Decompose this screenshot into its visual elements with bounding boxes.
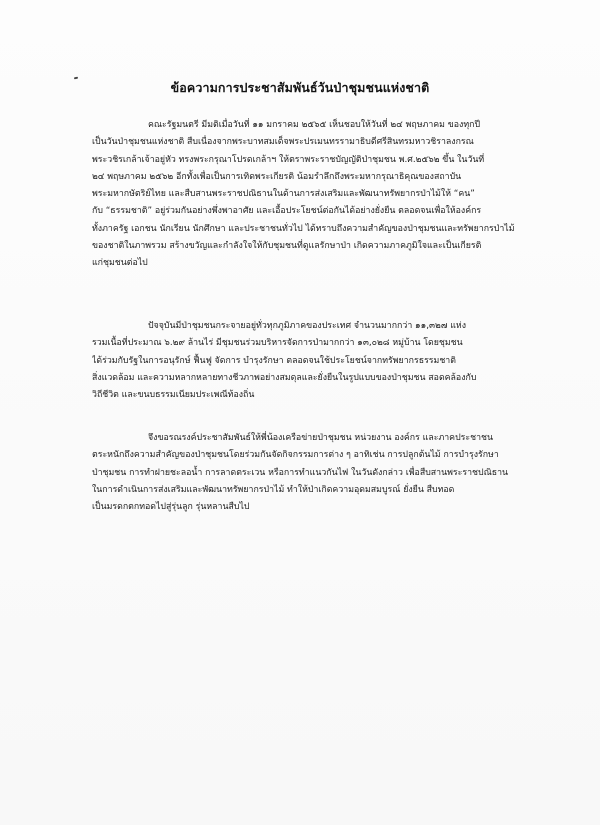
- paragraph-community-forest-status: [92, 318, 524, 404]
- paragraph-line: พระวชิรเกล้าเจ้าอยู่หัว ทรงพระกรุณาโปรดเกล้าฯ ให้ตราพระราชบัญญัติป่าชุมชน พ.ศ.๒๕๖๒ ขึ้น ในวันที่: [92, 154, 485, 165]
- document-title: ข้อความการประชาสัมพันธ์วันป่าชุมชนแห่งชาติ: [170, 80, 430, 95]
- paragraph-campaign-invitation: [92, 430, 524, 516]
- paragraph-line: วิถีชีวิต และขนบธรรมเนียมประเพณีท้องถิ่น: [92, 390, 255, 401]
- paragraph-line: เป็นมรดกตกทอดไปสู่รุ่นลูก รุ่นหลานสืบไป: [92, 502, 250, 513]
- paragraph-line: ป่าชุมชน การทำฝายชะลอน้ำ การลาดตระเวน หรือการทำแนวกันไฟ ในวันดังกล่าว เพื่อสืบสานพระราชปณิธาน: [92, 467, 509, 478]
- paragraph-line: คณะรัฐมนตรี มีมติเมื่อวันที่ ๑๑ มกราคม ๒๕๖๕ เห็นชอบให้วันที่ ๒๔ พฤษภาคม ของทุกปี: [148, 120, 481, 130]
- paragraph-line: จึงขอรณรงค์ประชาสัมพันธ์ให้พี่น้องเครือข่ายป่าชุมชน หน่วยงาน องค์กร และภาคประชาชน: [148, 433, 493, 443]
- paragraph-cabinet-resolution: [92, 117, 524, 273]
- paragraph-line: ได้ร่วมกับรัฐในการอนุรักษ์ ฟื้นฟู จัดการ บำรุงรักษา ตลอดจนใช้ประโยชน์จากทรัพยากรธรรมชาติ: [92, 355, 456, 366]
- paragraph-line: แก่ชุมชนต่อไป: [92, 258, 148, 269]
- paragraph-line: ทั้งภาครัฐ เอกชน นักเรียน นักศึกษา และประชาชนทั่วไป ได้ทราบถึงความสำคัญของป่าชุมชนและทรัพยากรป่าไม้: [92, 223, 515, 234]
- paragraph-line: พระมหากษัตริย์ไทย และสืบสานพระราชปณิธานในด้านการส่งเสริมและพัฒนาทรัพยากรป่าไม้ให้ “คน”: [92, 189, 475, 200]
- paragraph-line: เป็นวันป่าชุมชนแห่งชาติ สืบเนื่องจากพระบาทสมเด็จพระปรเมนทรรามาธิบดีศรีสินทรมหาวชิราลงกรณ: [92, 137, 474, 148]
- paragraph-line: ในการดำเนินการส่งเสริมและพัฒนาทรัพยากรป่าไม้ ทำให้ป่าเกิดความอุดมสมบูรณ์ ยั่งยืน สืบทอด: [92, 484, 455, 495]
- paragraph-line: ของชาติในภาพรวม สร้างขวัญและกำลังใจให้กับชุมชนที่ดูแลรักษาป่า เกิดความภาคภูมิใจและเป็นเกียรติ: [92, 241, 482, 252]
- paragraph-line: ตระหนักถึงความสำคัญของป่าชุมชนโดยร่วมกันจัดกิจกรรมการต่าง ๆ อาทิเช่น การปลูกต้นไม้ การบำรุงรักษา: [92, 450, 499, 461]
- paragraph-line: กับ “ธรรมชาติ” อยู่ร่วมกันอย่างพึ่งพาอาศัย และเอื้อประโยชน์ต่อกันได้อย่างยั่งยืน ตลอดจนเพื่อให้องค์กร: [92, 206, 482, 217]
- paragraph-line: รวมเนื้อที่ประมาณ ๖.๒๙ ล้านไร่ มีชุมชนร่วมบริหารจัดการป่ามากกว่า ๑๓,๐๒๘ หมู่บ้าน โดยชุมชน: [92, 338, 463, 349]
- paragraph-line: สิ่งแวดล้อม และความหลากหลายทางชีวภาพอย่างสมดุลและยั่งยืนในรูปแบบของป่าชุมชน สอดคล้องกับ: [92, 372, 477, 383]
- paragraph-line: ๒๔ พฤษภาคม ๒๕๖๒ อีกทั้งเพื่อเป็นการเทิดพระเกียรติ น้อมรำลึกถึงพระมหากรุณาธิคุณของสถาบัน: [92, 171, 462, 182]
- paragraph-line: ปัจจุบันมีป่าชุมชนกระจายอยู่ทั่วทุกภูมิภาคของประเทศ จำนวนมากกว่า ๑๑,๓๒๗ แห่ง: [148, 321, 467, 331]
